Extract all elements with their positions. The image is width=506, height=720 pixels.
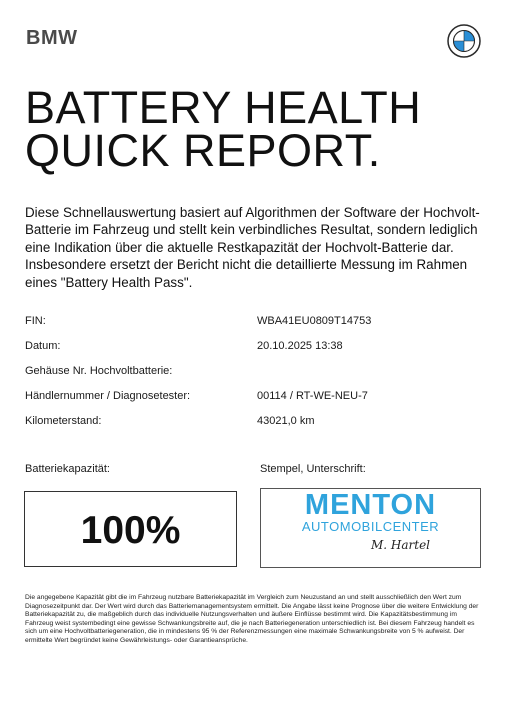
field-label: Datum: [25, 340, 61, 352]
field-row-date [25, 339, 485, 364]
report-title [25, 82, 485, 176]
brand-wordmark: BMW [26, 27, 78, 49]
field-value: 43021,0 km [257, 415, 315, 427]
field-label: Kilometerstand: [25, 415, 102, 427]
capacity-label: Batteriekapazität: [25, 463, 110, 475]
stamp-signature: M. Hartel [370, 538, 431, 552]
report-title-line2: QUICK REPORT. [25, 125, 381, 176]
field-row-battery-housing [25, 364, 485, 389]
disclaimer-text: Die angegebene Kapazität gibt die im Fahrzeug nutzbare Batteriekapazität im Vergleich zum Neuzustand an und stellt ausschließlich den Wert zum Diagnosezeitpunkt dar. Der Wert wird durch das Batteriemanagementsystem ermittelt. Die Angabe lässt keine Prognose über die weitere Entwicklung der Batteriekapazität zu, die maßgeblich durch das individuelle Nutzungsverhalten und äußere Einflüsse bestimmt wird. Die Kapazitätsbestimmung im Fahrzeug weist systembedingt eine gewisse Schwankungsbreite auf, die je nach Batteriegeneration unterschiedlich ist. Bei diesem Fahrzeug handelt es sich um eine Hochvoltbatteriegeneration, die in mindestens 95 % der Referenzmessungen eine maximale Schwankungsbreite von 5 % aufweist. Der ermittelte Wert begründet keine Gewährleistungs- oder Garantieansprüche. [25, 594, 479, 644]
field-label: Händlernummer / Diagnosetester: [25, 390, 191, 402]
field-row-dealer [25, 389, 485, 414]
stamp-label: Stempel, Unterschrift: [260, 463, 366, 475]
field-label: Gehäuse Nr. Hochvoltbatterie: [25, 365, 173, 377]
stamp-dealer-subtitle: AUTOMOBILCENTER [301, 519, 440, 534]
field-value: 20.10.2025 13:38 [257, 340, 343, 352]
field-value: 00114 / RT-WE-NEU-7 [257, 390, 368, 402]
report-title-line1: BATTERY HEALTH [25, 82, 422, 133]
capacity-value: 100% [80, 509, 181, 552]
field-row-mileage [25, 414, 485, 439]
capacity-box [24, 491, 237, 567]
dealer-stamp [260, 488, 481, 568]
field-row-fin [25, 314, 485, 339]
field-label: FIN: [25, 315, 46, 327]
intro-paragraph: Diese Schnellauswertung basiert auf Algorithmen der Software der Hochvolt-Batterie im Fahrzeug und stellt kein verbindliches Resultat, sondern lediglich eine Indikation über die aktuelle Restkapazität der Hochvolt-Batterie dar. Insbesondere ersetzt der Bericht nicht die detaillierte Messung im Rahmen eines "Battery Health Pass". [25, 205, 480, 290]
field-value: WBA41EU0809T14753 [257, 315, 372, 327]
vehicle-fields [25, 314, 485, 439]
stamp-dealer-name: MENTON [304, 489, 437, 521]
bmw-roundel-icon [447, 24, 481, 58]
